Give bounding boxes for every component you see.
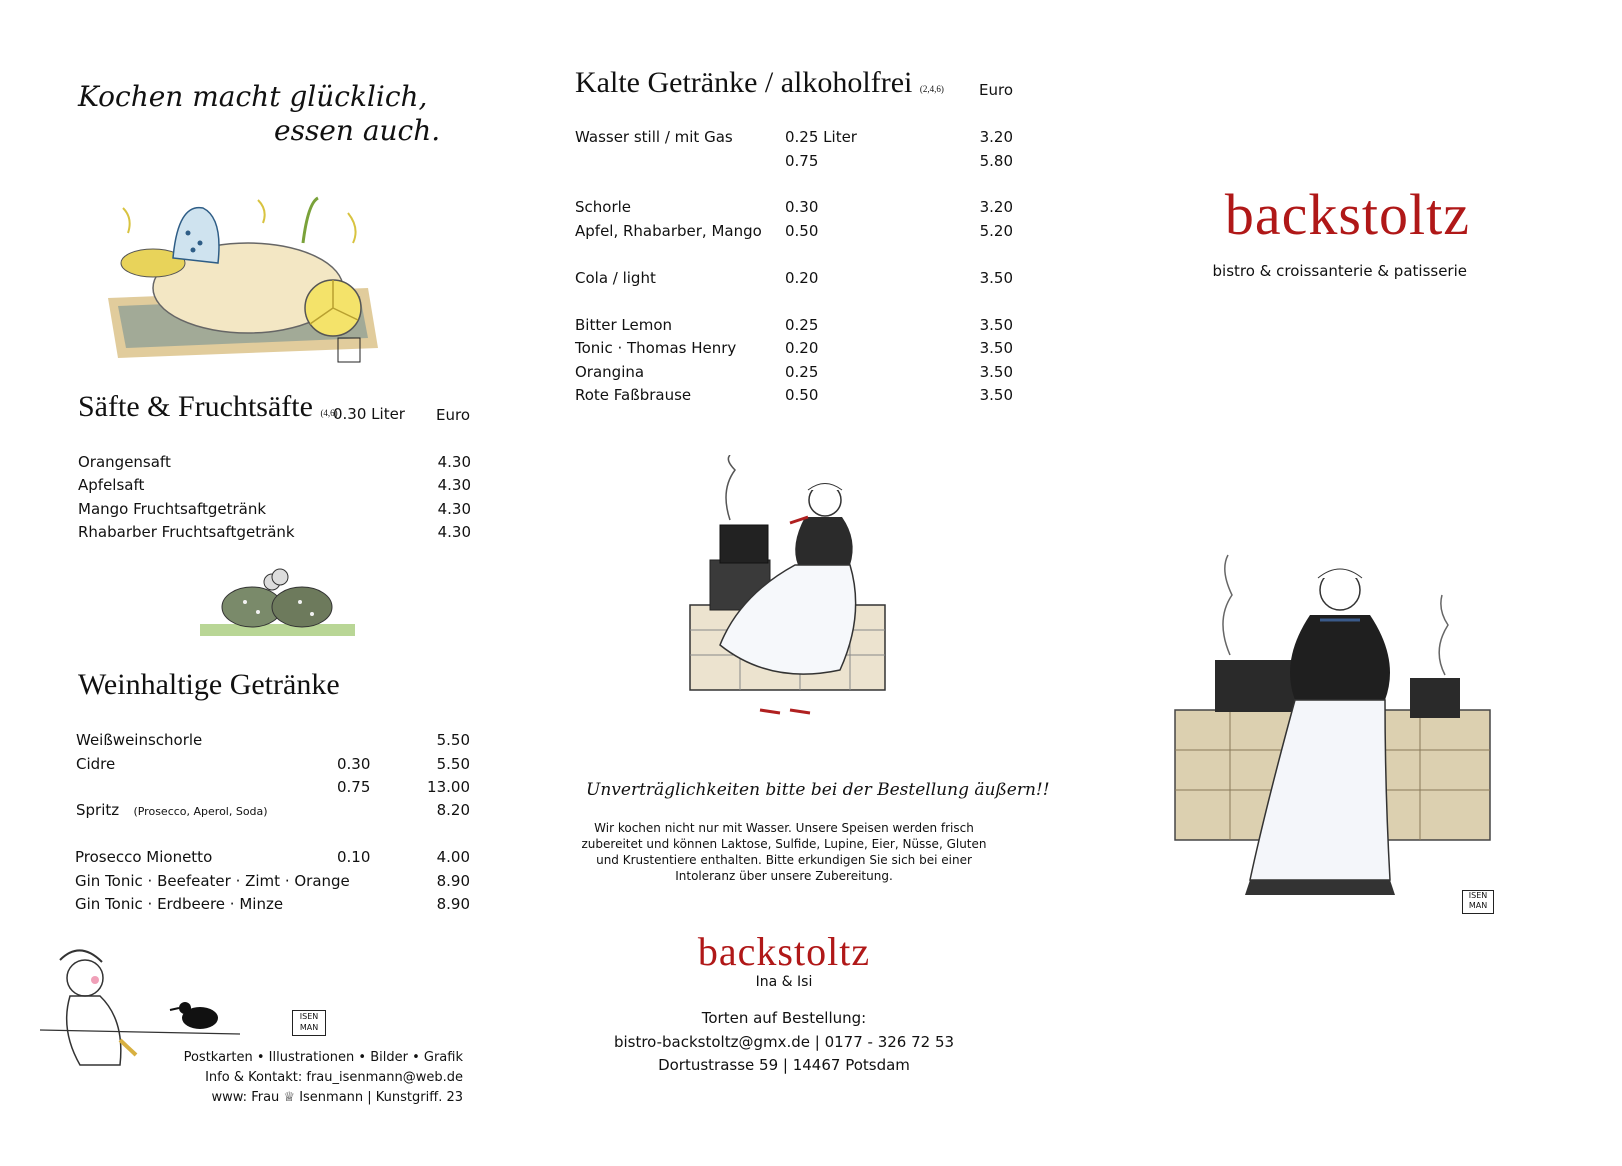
list-item: Rote Faßbrause 0.50 3.50 — [575, 386, 1013, 404]
cook-standing-illustration — [1170, 550, 1500, 915]
artist-line2: Info & Kontakt: frau_isenmann@web.de — [205, 1070, 463, 1085]
artist-line1: Postkarten • Illustrationen • Bilder • Grafik — [183, 1050, 463, 1065]
kalte-heading — [575, 66, 944, 100]
list-item: Apfelsaft 4.30 — [78, 476, 471, 494]
kalte-additives: (2,4,6) — [919, 84, 944, 94]
owners: Ina & Isi — [755, 974, 813, 990]
kalte-title: Kalte Getränke / alkoholfrei — [575, 66, 913, 99]
main-brand-logo: backstoltz — [1224, 182, 1470, 247]
contact-line: bistro-backstoltz@gmx.de | 0177 - 326 72 53 — [613, 1033, 955, 1051]
list-item: Wasser still / mit Gas 0.25 Liter 3.20 — [575, 128, 1013, 146]
artist-info — [160, 1048, 463, 1108]
kalte-currency: Euro — [979, 81, 1013, 99]
footer-brand: backstoltz — [697, 929, 871, 974]
address-line: Dortustrasse 59 | 14467 Potsdam — [658, 1056, 910, 1074]
list-item: Orangina 0.25 3.50 — [575, 363, 1013, 381]
still-life-illustration — [98, 188, 383, 368]
list-item: Orangensaft 4.30 — [78, 453, 471, 471]
artist-line3: www: Frau ♕ Isenmann | Kunstgriff. 23 — [211, 1090, 463, 1105]
list-item: Prosecco Mionetto 0.10 4.00 — [75, 848, 470, 866]
list-item: Apfel, Rhabarber, Mango 0.50 5.20 — [575, 222, 1013, 240]
saefte-volume: 0.30 Liter — [333, 405, 405, 423]
saefte-title: Säfte & Fruchtsäfte — [78, 390, 313, 423]
slogan-line2: essen auch. — [274, 114, 441, 147]
saefte-additives: (4,6) — [320, 408, 338, 418]
artist-stamp-left: ISEN MAN — [292, 1010, 326, 1036]
cake-label: Torten auf Bestellung: — [701, 1009, 867, 1027]
birds-illustration — [200, 562, 355, 642]
list-item: Gin Tonic · Erdbeere · Minze 8.90 — [75, 895, 470, 913]
allergy-title: Unverträglichkeiten bitte bei der Bestellung äußern!! — [586, 780, 1050, 800]
artist-stamp-right: ISEN MAN — [1462, 890, 1494, 914]
list-item: Bitter Lemon 0.25 3.50 — [575, 316, 1013, 334]
allergy-text: Wir kochen nicht nur mit Wasser. Unsere Speisen werden frisch zubereitet und können Laktose, Sulfide, Lupine, Eier, Nüsse, Gluten und Krustentiere enthalten. Bitte erkundigen Sie sich bei einer Intoleranz über unsere Zubereitung. — [581, 821, 987, 883]
list-item: Mango Fruchtsaftgetränk 4.30 — [78, 500, 471, 518]
brand-subtitle: bistro & croissanterie & patisserie — [1212, 262, 1467, 280]
list-item: Weißweinschorle 5.50 — [76, 731, 470, 749]
wein-heading: Weinhaltige Getränke — [78, 668, 340, 701]
list-item: Rhabarber Fruchtsaftgetränk 4.30 — [78, 523, 471, 541]
saefte-heading — [78, 390, 338, 424]
slogan — [78, 80, 440, 148]
list-item: Tonic · Thomas Henry 0.20 3.50 — [575, 339, 1013, 357]
list-item: Spritz (Prosecco, Aperol, Soda) 8.20 — [76, 801, 470, 819]
saefte-currency: Euro — [436, 406, 470, 424]
list-item: Cola / light 0.20 3.50 — [575, 269, 1013, 287]
cook-sitting-illustration — [680, 455, 905, 725]
list-item: Schorle 0.30 3.20 — [575, 198, 1013, 216]
list-item: Cidre 0.30 5.50 — [76, 755, 470, 773]
slogan-line1: Kochen macht glücklich, — [78, 80, 428, 113]
list-item: Gin Tonic · Beefeater · Zimt · Orange 8.90 — [75, 872, 470, 890]
